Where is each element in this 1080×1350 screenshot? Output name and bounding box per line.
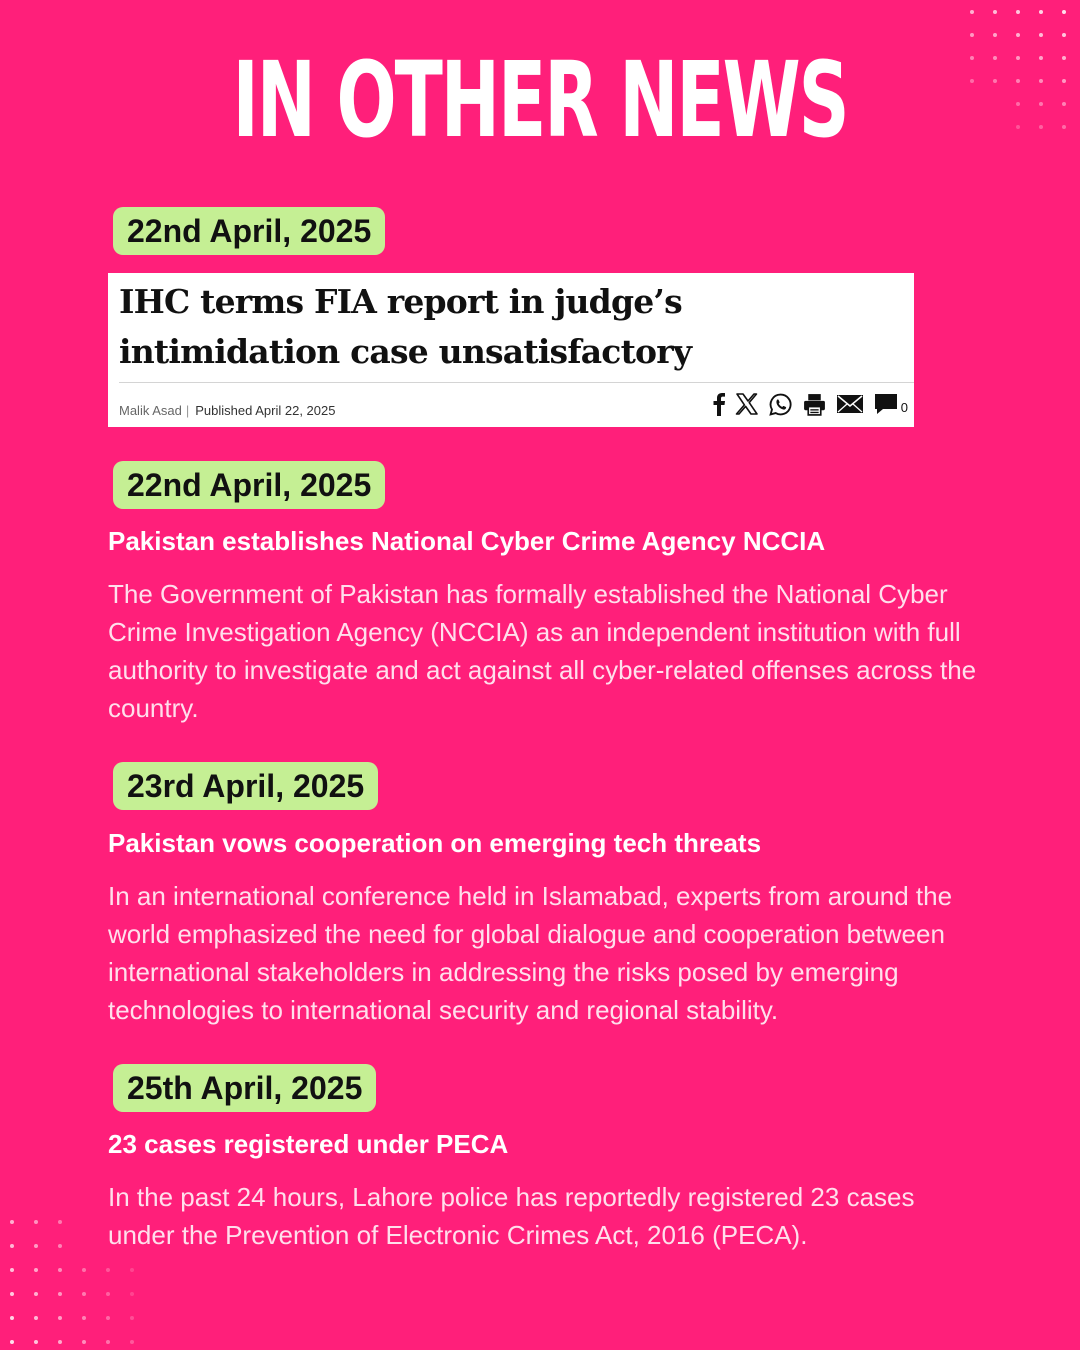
article-card[interactable] bbox=[108, 273, 914, 427]
decorative-dot bbox=[1039, 10, 1043, 14]
email-icon[interactable] bbox=[836, 393, 864, 415]
date-badge: 23rd April, 2025 bbox=[113, 762, 378, 810]
decorative-dot bbox=[130, 1316, 134, 1320]
decorative-dot bbox=[1062, 125, 1066, 129]
decorative-dot bbox=[1016, 79, 1020, 83]
decorative-dot bbox=[130, 1340, 134, 1344]
share-bar bbox=[712, 390, 908, 418]
decorative-dot bbox=[34, 1340, 38, 1344]
decorative-dot bbox=[993, 33, 997, 37]
decorative-dot bbox=[1062, 10, 1066, 14]
decorative-dot bbox=[1062, 33, 1066, 37]
decorative-dot bbox=[1062, 102, 1066, 106]
x-icon[interactable] bbox=[735, 392, 759, 416]
news-heading: Pakistan establishes National Cyber Crime Agency NCCIA bbox=[108, 526, 826, 556]
news-body: The Government of Pakistan has formally established the National Cyber Crime Investigation Agency (NCCIA) as an independent institution with full authority to investigate and act against all cyber-related offenses across the country. bbox=[108, 579, 977, 723]
decorative-dot bbox=[993, 10, 997, 14]
page-title: IN OTHER NEWS bbox=[232, 39, 848, 161]
comment-count: 0 bbox=[900, 399, 908, 415]
author-name[interactable]: Malik Asad bbox=[119, 403, 182, 418]
decorative-dot bbox=[58, 1244, 62, 1248]
decorative-dot bbox=[970, 33, 974, 37]
decorative-dot bbox=[10, 1292, 14, 1296]
decorative-dot bbox=[1039, 79, 1043, 83]
decorative-dot bbox=[10, 1340, 14, 1344]
decorative-dot bbox=[34, 1268, 38, 1272]
decorative-dot bbox=[82, 1340, 86, 1344]
decorative-dot bbox=[34, 1292, 38, 1296]
dot-pattern-top-right bbox=[960, 0, 1080, 140]
decorative-dot bbox=[970, 79, 974, 83]
decorative-dot bbox=[34, 1220, 38, 1224]
decorative-dot bbox=[1039, 56, 1043, 60]
decorative-dot bbox=[1039, 125, 1043, 129]
decorative-dot bbox=[58, 1340, 62, 1344]
decorative-dot bbox=[82, 1292, 86, 1296]
decorative-dot bbox=[970, 10, 974, 14]
news-heading: Pakistan vows cooperation on emerging tech threats bbox=[108, 828, 762, 858]
decorative-dot bbox=[58, 1220, 62, 1224]
decorative-dot bbox=[1062, 56, 1066, 60]
comment-icon[interactable] bbox=[873, 392, 899, 416]
article-headline[interactable]: IHC terms FIA report in judge’s intimidation case unsatisfactory bbox=[119, 282, 692, 371]
decorative-dot bbox=[34, 1316, 38, 1320]
decorative-dot bbox=[993, 56, 997, 60]
decorative-dot bbox=[1039, 33, 1043, 37]
decorative-dot bbox=[34, 1244, 38, 1248]
decorative-dot bbox=[10, 1268, 14, 1272]
news-body: In an international conference held in Islamabad, experts from around the world emphasized the need for global dialogue and cooperation between international stakeholders in addressing the risks posed by emerging technologies to international security and regional stability. bbox=[108, 881, 953, 1025]
decorative-dot bbox=[993, 79, 997, 83]
facebook-icon[interactable] bbox=[712, 392, 726, 416]
decorative-dot bbox=[1016, 10, 1020, 14]
whatsapp-icon[interactable] bbox=[768, 392, 793, 417]
decorative-dot bbox=[130, 1268, 134, 1272]
print-icon[interactable] bbox=[802, 392, 827, 417]
decorative-dot bbox=[10, 1220, 14, 1224]
decorative-dot bbox=[1016, 102, 1020, 106]
decorative-dot bbox=[106, 1316, 110, 1320]
decorative-dot bbox=[58, 1268, 62, 1272]
decorative-dot bbox=[106, 1268, 110, 1272]
decorative-dot bbox=[1016, 56, 1020, 60]
decorative-dot bbox=[82, 1268, 86, 1272]
decorative-dot bbox=[1016, 33, 1020, 37]
news-heading: 23 cases registered under PECA bbox=[108, 1129, 509, 1159]
decorative-dot bbox=[82, 1316, 86, 1320]
decorative-dot bbox=[1062, 79, 1066, 83]
news-body: In the past 24 hours, Lahore police has reportedly registered 23 cases under the Prevention of Electronic Crimes Act, 2016 (PECA). bbox=[108, 1182, 915, 1250]
decorative-dot bbox=[970, 56, 974, 60]
byline bbox=[119, 403, 335, 418]
date-badge-featured: 22nd April, 2025 bbox=[113, 207, 385, 255]
date-badge: 25th April, 2025 bbox=[113, 1064, 376, 1112]
article-divider bbox=[119, 382, 914, 383]
decorative-dot bbox=[58, 1316, 62, 1320]
decorative-dot bbox=[10, 1244, 14, 1248]
decorative-dot bbox=[106, 1292, 110, 1296]
decorative-dot bbox=[58, 1292, 62, 1296]
decorative-dot bbox=[1039, 102, 1043, 106]
decorative-dot bbox=[130, 1292, 134, 1296]
date-badge: 22nd April, 2025 bbox=[113, 461, 385, 509]
decorative-dot bbox=[1016, 125, 1020, 129]
decorative-dot bbox=[10, 1316, 14, 1320]
byline-separator: | bbox=[185, 403, 190, 418]
decorative-dot bbox=[106, 1340, 110, 1344]
published-date: Published April 22, 2025 bbox=[195, 403, 336, 418]
